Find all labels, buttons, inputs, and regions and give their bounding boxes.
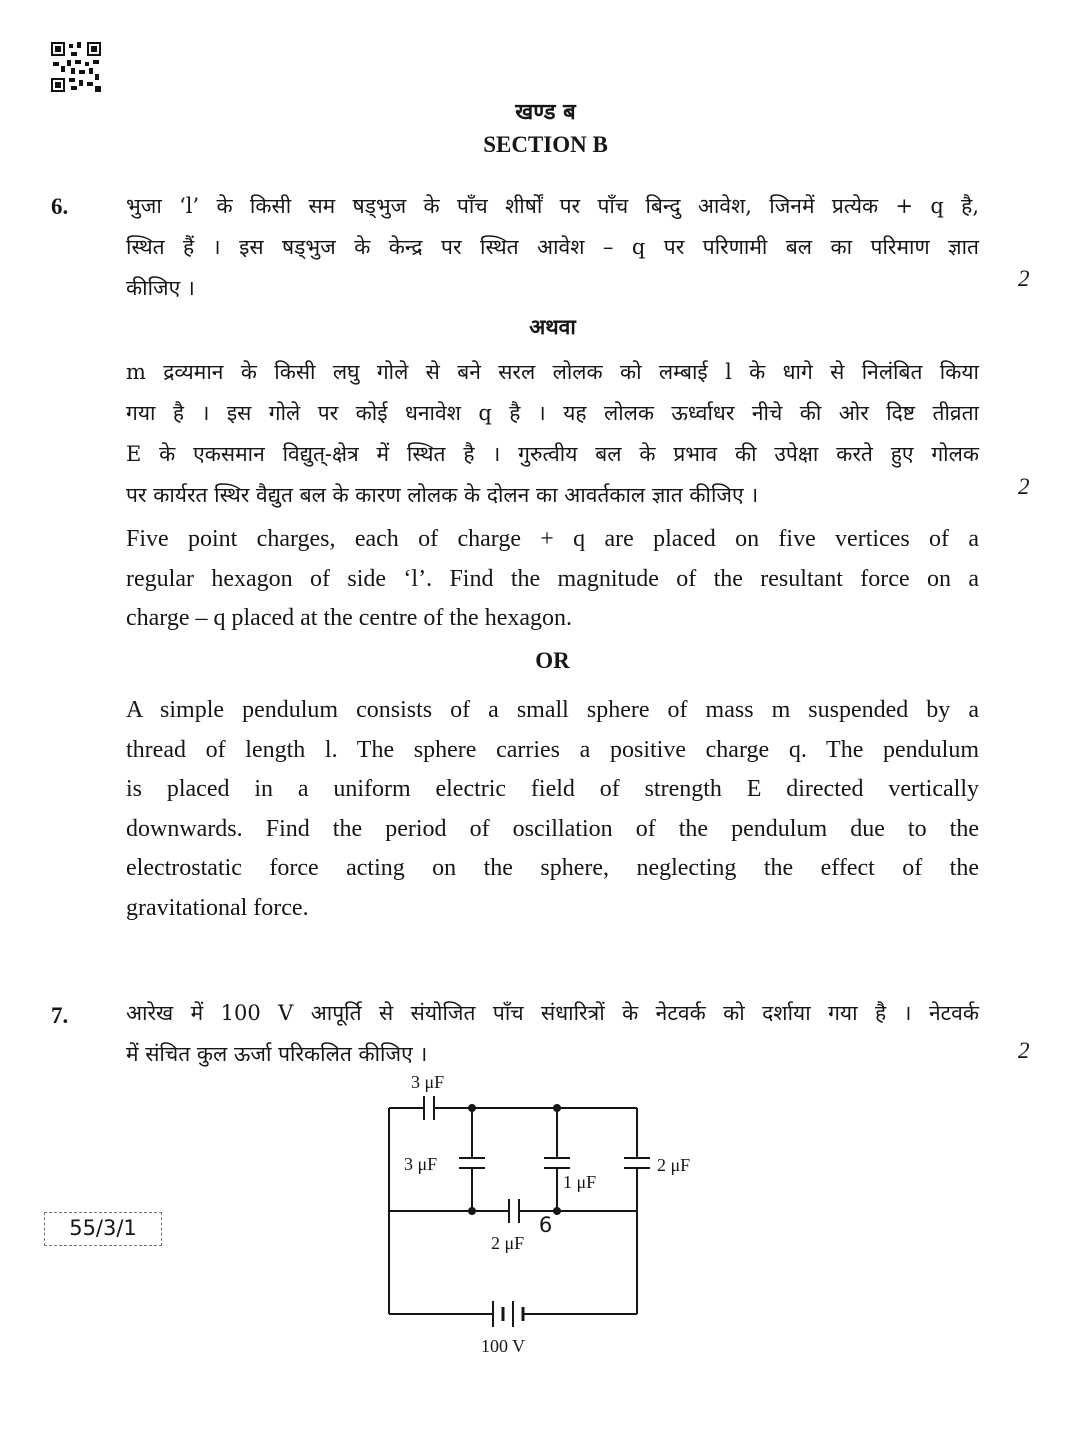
text-line: E के एकसमान विद्युत्-क्षेत्र में स्थित है । गुरुत्वीय बल के प्रभाव की उपेक्षा करते हुए गोलक bbox=[126, 442, 979, 466]
marks-label: 2 bbox=[1018, 266, 1030, 291]
text-line: A simple pendulum consists of a small sphere of mass m suspended by a bbox=[126, 697, 979, 723]
label-battery: 100 V bbox=[481, 1336, 526, 1356]
text-line: m द्रव्यमान के किसी लघु गोले से बने सरल लोलक को लम्बाई l के धागे से निलंबित किया bbox=[126, 360, 979, 384]
section-heading-english: SECTION B bbox=[483, 132, 608, 157]
q6-english-alternative bbox=[126, 691, 979, 929]
label-top-capacitor: 3 μF bbox=[411, 1072, 445, 1092]
text-line: पर कार्यरत स्थिर वैद्युत बल के कारण लोलक के दोलन का आवर्तकाल ज्ञात कीजिए । bbox=[126, 483, 759, 507]
text-line: is placed in a uniform electric field of strength E directed vertically bbox=[126, 776, 979, 803]
q6-hindi-alternative bbox=[126, 352, 979, 516]
q7-hindi-text bbox=[126, 993, 979, 1075]
text-line: आरेख में 100 V आपूर्ति से संयोजित पाँच संधारित्रों के नेटवर्क को दर्शाया गया है । नेटवर्क bbox=[126, 1001, 979, 1025]
text-line: कीजिए । bbox=[126, 276, 195, 300]
paper-code: 55/3/1 bbox=[69, 1216, 137, 1240]
label-middle-capacitor: 1 μF bbox=[563, 1172, 597, 1192]
text-line: गया है । इस गोले पर कोई धनावेश q है । यह लोलक ऊर्ध्वाधर नीचे की ओर दिष्ट तीव्रता bbox=[126, 401, 979, 425]
q6-hindi-main bbox=[126, 186, 979, 309]
qr-code-icon bbox=[51, 42, 101, 92]
label-left-capacitor: 3 μF bbox=[404, 1154, 438, 1174]
text-line: भुजा ‘l’ के किसी सम षड्भुज के पाँच शीर्षों पर पाँच बिन्दु आवेश, जिनमें प्रत्येक + q है, bbox=[126, 194, 979, 218]
text-line: charge – q placed at the centre of the hexagon. bbox=[126, 605, 573, 632]
label-bottom-capacitor: 2 μF bbox=[491, 1233, 525, 1253]
page-number: 6 bbox=[538, 1213, 553, 1237]
section-heading-hindi: खण्ड ब bbox=[515, 99, 576, 125]
text-line: electrostatic force acting on the sphere, neglecting the effect of the bbox=[126, 855, 979, 882]
text-line: स्थित हैं । इस षड्भुज के केन्द्र पर स्थित आवेश – q पर परिणामी बल का परिमाण ज्ञात bbox=[126, 235, 979, 259]
label-right-capacitor: 2 μF bbox=[657, 1155, 691, 1175]
marks-label: 2 bbox=[1018, 474, 1030, 499]
text-line: thread of length l. The sphere carries a positive charge q. The pendulum bbox=[126, 736, 979, 763]
text-line: downwards. Find the period of oscillation of the pendulum due to the bbox=[126, 815, 979, 842]
q6-english-main bbox=[126, 520, 979, 639]
text-line: में संचित कुल ऊर्जा परिकलित कीजिए । bbox=[126, 1042, 428, 1066]
text-line: regular hexagon of side ‘l’. Find the magnitude of the resultant force on a bbox=[126, 565, 979, 592]
text-line: gravitational force. bbox=[126, 894, 309, 921]
marks-label: 2 bbox=[1018, 1038, 1030, 1063]
question-number-6: 6. bbox=[51, 194, 69, 219]
or-separator-english: OR bbox=[535, 648, 570, 673]
question-number-7: 7. bbox=[51, 1003, 69, 1028]
text-line: Five point charges, each of charge + q are placed on five vertices of a bbox=[126, 526, 979, 552]
or-separator-hindi: अथवा bbox=[529, 314, 576, 339]
